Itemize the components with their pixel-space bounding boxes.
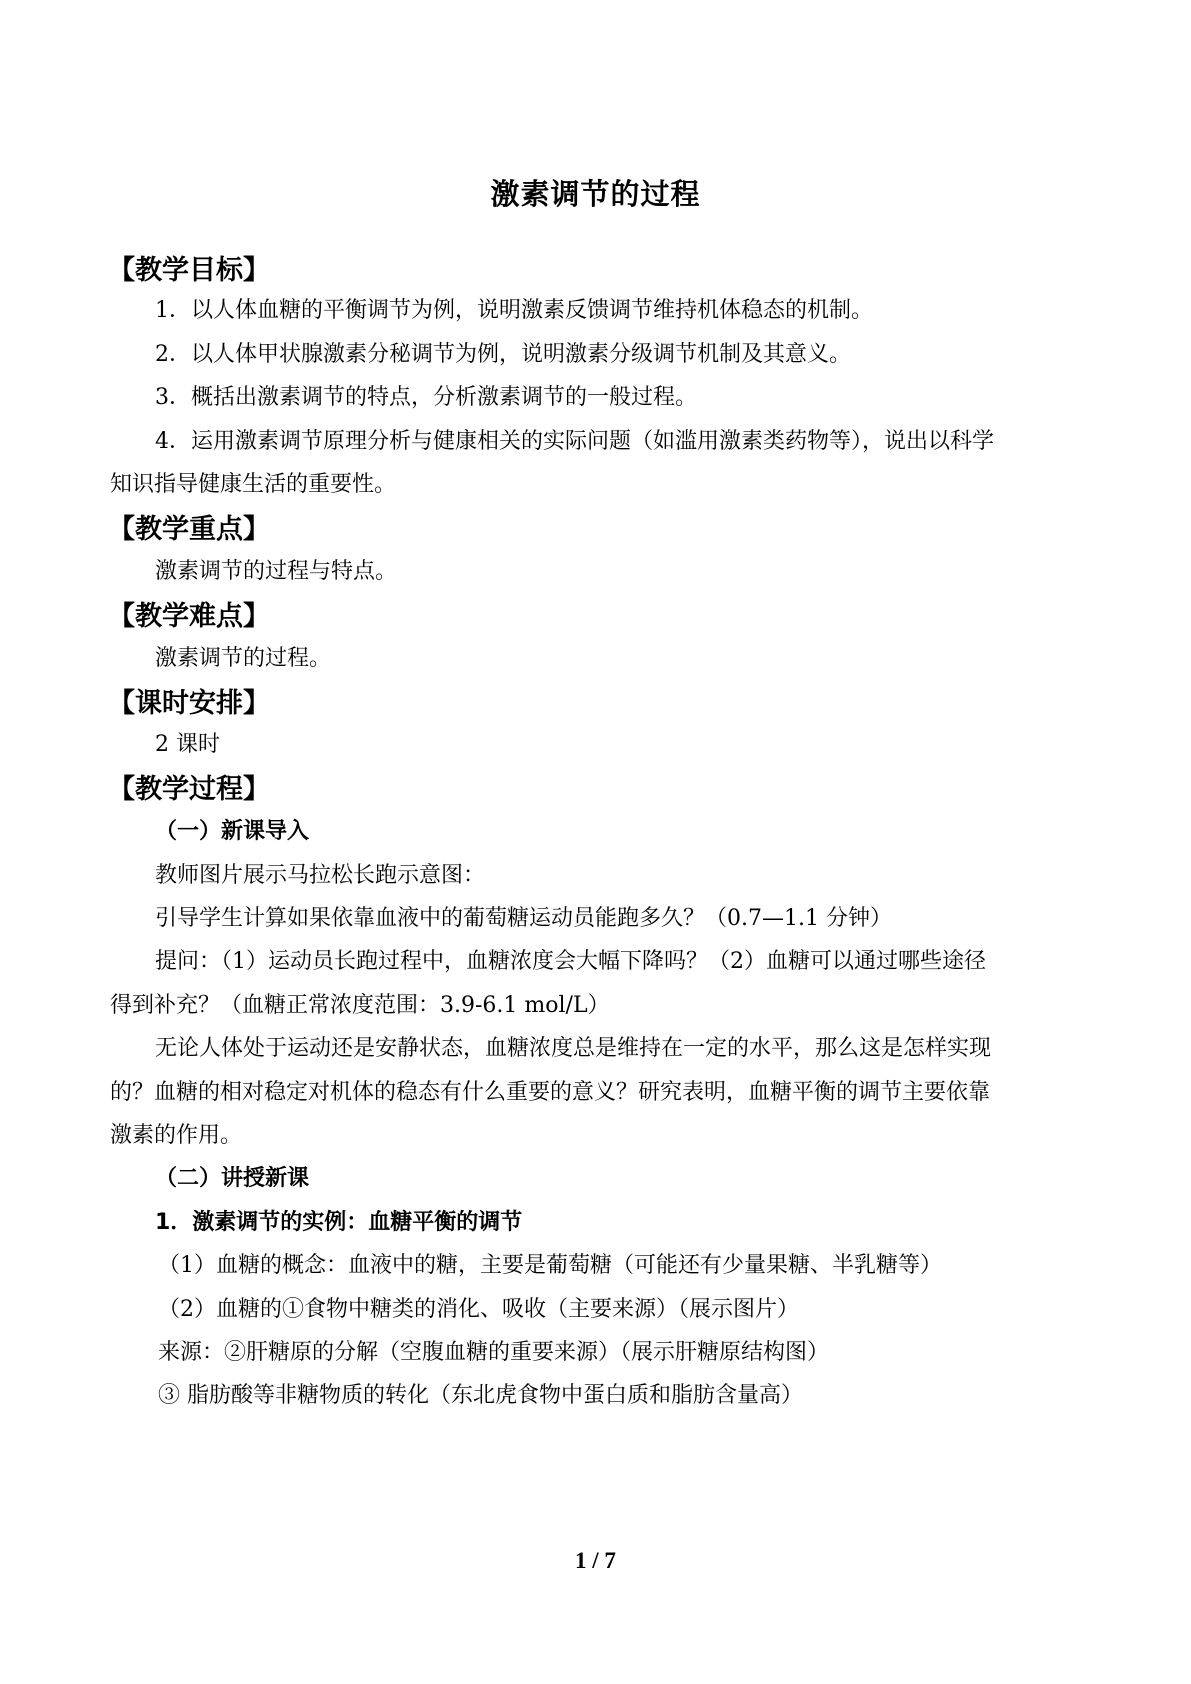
key-points-text: 激素调节的过程与特点。 (155, 559, 398, 584)
key-points-heading: 【教学重点】 (108, 514, 270, 545)
objective-item-1: 1．以人体血糖的平衡调节为例，说明激素反馈调节维持机体稳态的机制。 (155, 298, 873, 323)
process-part1-line-5: 无论人体处于运动还是安静状态，血糖浓度总是维持在一定的水平，那么这是怎样实现 (155, 1036, 992, 1061)
process-part2-line-1: （1）血糖的概念：血液中的糖，主要是葡萄糖（可能还有少量果糖、半乳糖等） (158, 1253, 942, 1278)
process-part1-line-6: 的？血糖的相对稳定对机体的稳态有什么重要的意义？研究表明，血糖平衡的调节主要依靠 (110, 1080, 991, 1105)
objective-item-4: 4．运用激素调节原理分析与健康相关的实际问题（如滥用激素类药物等），说出以科学 (155, 429, 994, 454)
objective-item-4-continued: 知识指导健康生活的重要性。 (110, 472, 397, 497)
process-part1-line-7: 激素的作用。 (110, 1123, 243, 1148)
process-part1-line-3: 提问：（1）运动员长跑过程中，血糖浓度会大幅下降吗？（2）血糖可以通过哪些途径 (155, 949, 986, 974)
difficulties-heading: 【教学难点】 (108, 601, 270, 632)
objective-item-3: 3．概括出激素调节的特点，分析激素调节的一般过程。 (155, 385, 697, 410)
process-part1-line-2: 引导学生计算如果依靠血液中的葡萄糖运动员能跑多久？（0.7—1.1 分钟） (155, 906, 892, 931)
process-part1-line-1: 教师图片展示马拉松长跑示意图： (155, 863, 486, 888)
process-part1-line-4: 得到补充？（血糖正常浓度范围：3.9-6.1 mol/L） (110, 993, 610, 1018)
process-part2-line-2: （2）血糖的①食物中糖类的消化、吸收（主要来源）（展示图片） (158, 1297, 799, 1322)
objectives-heading: 【教学目标】 (108, 255, 270, 286)
process-part1-title: （一）新课导入 (155, 819, 310, 844)
schedule-heading: 【课时安排】 (108, 688, 270, 719)
process-part2-line-4: ③ 脂肪酸等非糖物质的转化（东北虎食物中蛋白质和脂肪含量高） (158, 1383, 803, 1408)
difficulties-text: 激素调节的过程。 (155, 646, 332, 671)
process-part2-line-3: 来源：②肝糖原的分解（空腹血糖的重要来源）（展示肝糖原结构图） (158, 1340, 830, 1365)
schedule-text: 2 课时 (155, 732, 220, 757)
page-number: 1 / 7 (575, 1548, 616, 1573)
objective-item-2: 2．以人体甲状腺激素分秘调节为例，说明激素分级调节机制及其意义。 (155, 342, 851, 367)
subsection-title: 1．激素调节的实例：血糖平衡的调节 (155, 1210, 523, 1235)
document-title: 激素调节的过程 (490, 177, 701, 211)
process-part2-title: （二）讲授新课 (155, 1166, 310, 1191)
process-heading: 【教学过程】 (108, 774, 270, 805)
